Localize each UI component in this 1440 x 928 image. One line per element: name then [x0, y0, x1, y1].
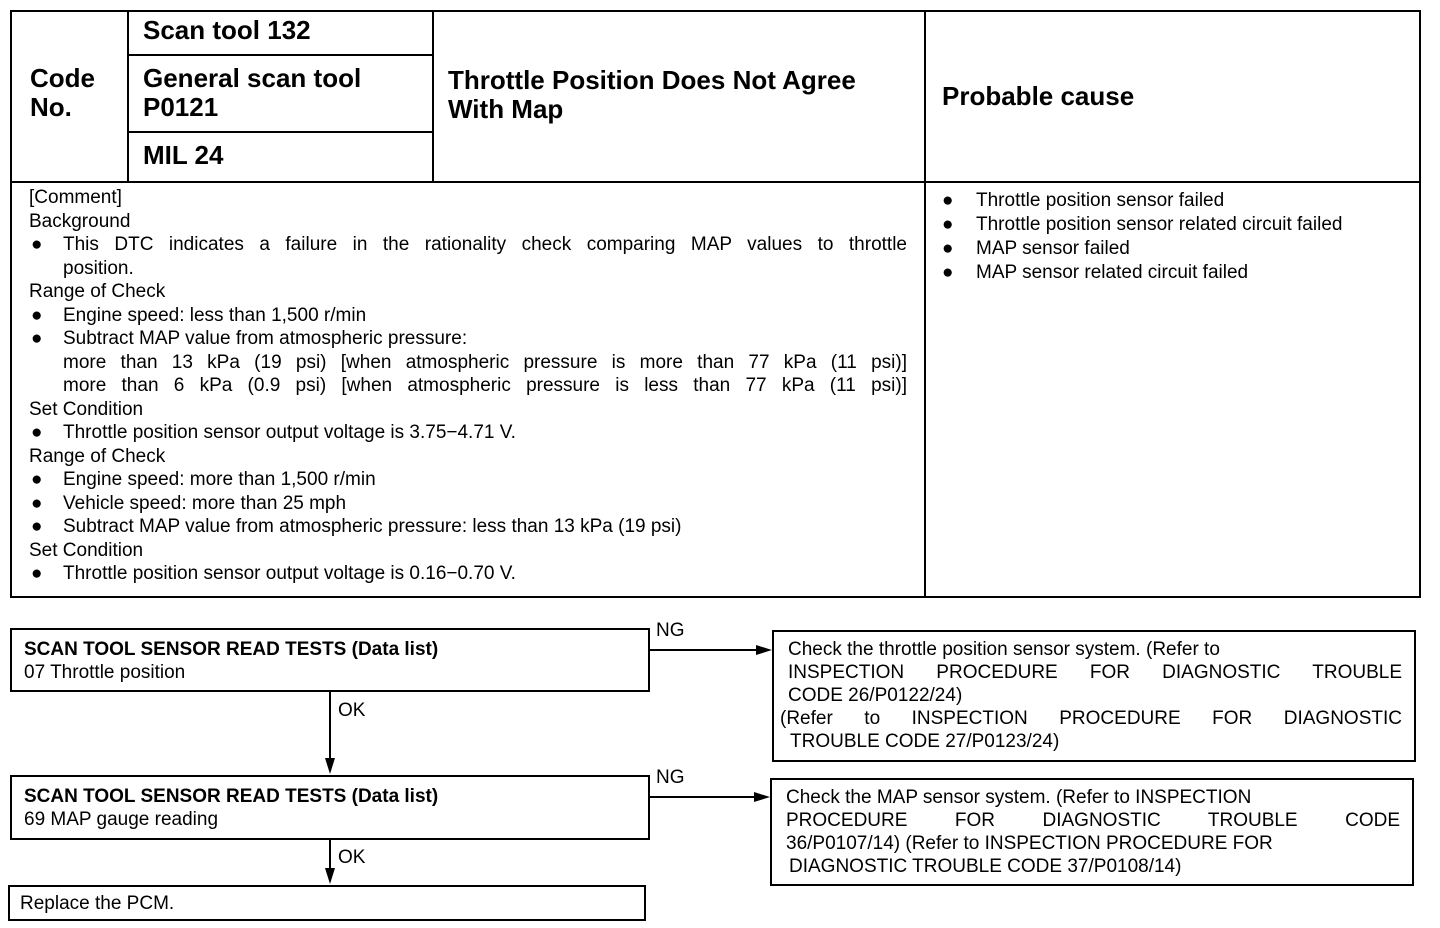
list-item-cont: more than 13 kPa (19 psi) [when atmospheric pressure is more than 77 kPa (11 psi)] — [63, 351, 907, 373]
bullet-icon: ● — [31, 563, 43, 584]
flow-box-text: Replace the PCM. — [20, 893, 175, 914]
ok1-arrowhead — [325, 758, 335, 774]
set-condition-heading: Set Condition — [29, 539, 144, 561]
dtc-title: Throttle Position Does Not Agree With Map — [448, 65, 856, 124]
list-item-cont: more than 6 kPa (0.9 psi) [when atmospheric pressure is less than 77 kPa (11 psi)] — [63, 375, 907, 396]
ng2-arrowhead — [754, 792, 770, 802]
list-item: ● Throttle position sensor output voltage is 0.16−0.70 V. — [31, 563, 516, 584]
right-box-line: Check the throttle position sensor system. (Refer to — [788, 639, 1220, 660]
background-heading: Background — [29, 210, 131, 232]
set-condition-heading: Set Condition — [29, 398, 144, 420]
flow-box-subtitle: 07 Throttle position — [24, 662, 186, 683]
bullet-icon: ● — [942, 238, 954, 259]
flow-box-tps-test — [10, 628, 650, 692]
bullet-icon: ● — [942, 262, 954, 283]
ok-label: OK — [338, 700, 366, 721]
cause-item: ● MAP sensor related circuit failed — [942, 262, 1249, 283]
bullet-icon: ● — [31, 234, 43, 255]
code-no-label: Code No. — [30, 63, 95, 122]
bullet-icon: ● — [31, 422, 43, 443]
cause-item: ● Throttle position sensor related circuit failed — [942, 214, 1343, 235]
bullet-icon: ● — [31, 304, 43, 326]
flow-box-check-tps — [772, 630, 1416, 762]
bullet-icon: ● — [31, 328, 43, 349]
right-box-line: Check the MAP sensor system. (Refer to INSPECTION — [786, 787, 1252, 808]
flow-box-subtitle: 69 MAP gauge reading — [24, 809, 219, 830]
ok2-arrowhead — [325, 868, 335, 884]
comment-heading: [Comment] — [29, 187, 122, 208]
list-item: ● Vehicle speed: more than 25 mph — [31, 492, 347, 514]
right-box-line: TROUBLE CODE 27/P0123/24) — [790, 731, 1060, 752]
bullet-icon: ● — [942, 214, 954, 235]
list-item-cont: position. — [63, 257, 134, 279]
bullet-icon: ● — [31, 469, 43, 490]
list-item: ● Subtract MAP value from atmospheric pressure: — [31, 328, 468, 349]
scan-tool-code: Scan tool 132 — [143, 15, 311, 45]
flow-box-check-map — [770, 778, 1414, 886]
ng-label: NG — [656, 767, 685, 788]
list-item: ● Engine speed: more than 1,500 r/min — [31, 469, 376, 490]
bullet-icon: ● — [31, 516, 43, 537]
list-item: ● Throttle position sensor output voltage is 3.75−4.71 V. — [31, 422, 516, 443]
range-of-check-heading: Range of Check — [29, 445, 166, 467]
ng1-arrowhead — [756, 645, 772, 655]
flow-box-title: SCAN TOOL SENSOR READ TESTS (Data list) — [24, 786, 439, 807]
mil-code: MIL 24 — [143, 140, 224, 170]
cause-item: ● MAP sensor failed — [942, 238, 1130, 259]
right-box-line: 36/P0107/14) (Refer to INSPECTION PROCEDURE FOR — [786, 833, 1273, 854]
range-of-check-heading: Range of Check — [29, 281, 166, 302]
list-item: ● Subtract MAP value from atmospheric pressure: less than 13 kPa (19 psi) — [31, 516, 682, 537]
bullet-icon: ● — [31, 492, 43, 514]
list-item: ● Engine speed: less than 1,500 r/min — [31, 304, 367, 326]
right-box-line: PROCEDURE FOR DIAGNOSTIC TROUBLE CODE — [786, 810, 1400, 831]
cause-item: ● Throttle position sensor failed — [942, 190, 1225, 211]
general-scan-tool-code: General scan tool P0121 — [143, 63, 362, 122]
right-box-line: DIAGNOSTIC TROUBLE CODE 37/P0108/14) — [789, 856, 1182, 877]
list-item: ● This DTC indicates a failure in the rationality check comparing MAP values to throttle — [31, 234, 907, 255]
flow-box-map-test — [10, 775, 650, 840]
right-box-line: INSPECTION PROCEDURE FOR DIAGNOSTIC TROUBLE — [788, 662, 1402, 683]
bullet-icon: ● — [942, 190, 954, 211]
right-box-line: CODE 26/P0122/24) — [788, 685, 963, 706]
flow-box-title: SCAN TOOL SENSOR READ TESTS (Data list) — [24, 639, 439, 660]
ng-label: NG — [656, 620, 685, 641]
flow-box-replace-pcm — [8, 885, 646, 921]
ok-label: OK — [338, 847, 366, 868]
probable-cause-heading: Probable cause — [942, 81, 1135, 111]
right-box-line: (Refer to INSPECTION PROCEDURE FOR DIAGNOSTIC — [780, 708, 1402, 729]
